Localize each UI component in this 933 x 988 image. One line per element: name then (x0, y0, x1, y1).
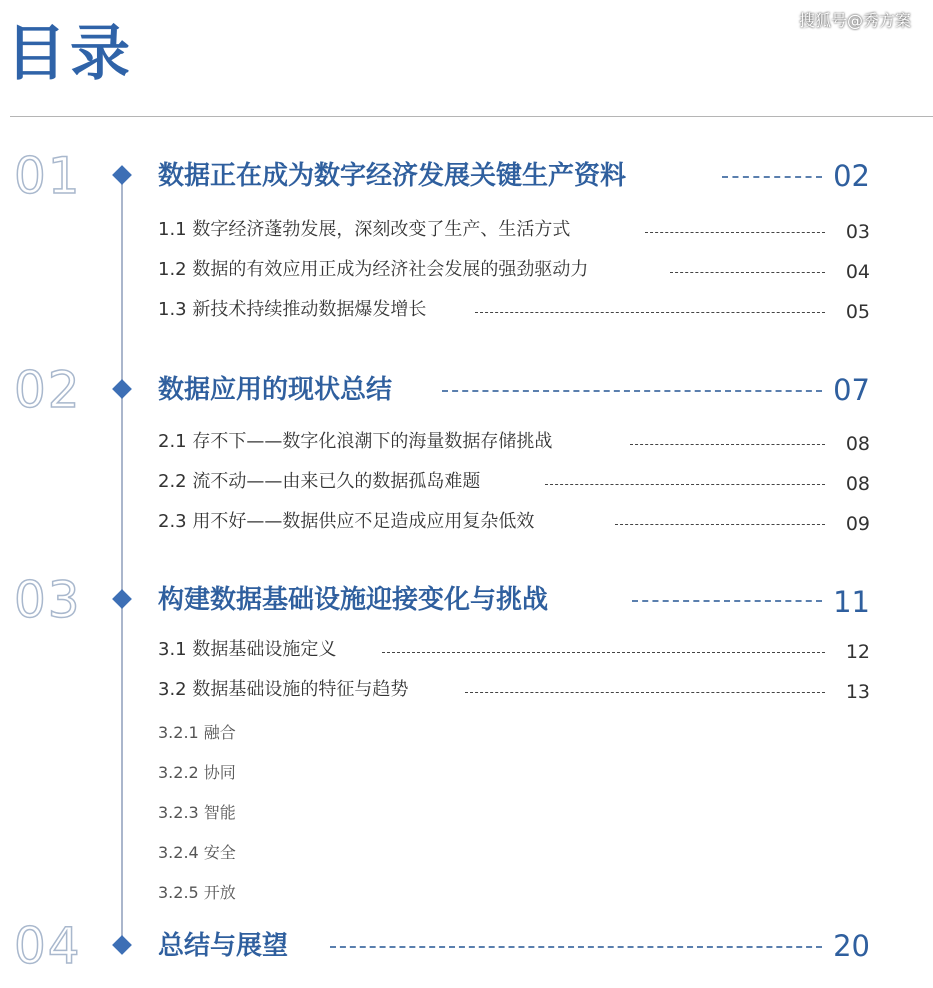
page-title: 目录 (6, 19, 134, 89)
subsubsection-title[interactable]: 3.2.5 开放 (158, 883, 236, 902)
subsubsection-title[interactable]: 3.2.3 智能 (158, 803, 236, 822)
dotted-leader (670, 272, 825, 273)
dotted-leader (545, 484, 825, 485)
section-title[interactable]: 数据应用的现状总结 (158, 375, 393, 405)
subsection-page-number: 13 (845, 681, 870, 703)
dotted-leader (330, 946, 822, 948)
dotted-leader (382, 652, 825, 653)
subsection-title[interactable]: 3.1 数据基础设施定义 (158, 639, 337, 660)
section-page-number: 11 (833, 585, 870, 619)
dotted-leader (615, 524, 825, 525)
diamond-icon (112, 165, 132, 185)
subsection-page-number: 08 (845, 433, 870, 455)
section-number: 04 (14, 917, 82, 975)
dotted-leader (632, 600, 822, 602)
diamond-icon (112, 935, 132, 955)
section-page-number: 07 (833, 373, 870, 407)
diamond-icon (112, 379, 132, 399)
diamond-icon (112, 589, 132, 609)
subsection-page-number: 04 (845, 261, 870, 283)
subsection-title[interactable]: 1.2 数据的有效应用正成为经济社会发展的强劲驱动力 (158, 259, 589, 280)
subsection-title[interactable]: 2.1 存不下——数字化浪潮下的海量数据存储挑战 (158, 431, 553, 452)
header-divider (10, 116, 933, 117)
dotted-leader (630, 444, 825, 445)
subsection-title[interactable]: 2.2 流不动——由来已久的数据孤岛难题 (158, 471, 481, 492)
section-title[interactable]: 构建数据基础设施迎接变化与挑战 (158, 585, 549, 615)
subsection-title[interactable]: 1.1 数字经济蓬勃发展，深刻改变了生产、生活方式 (158, 219, 571, 240)
subsection-page-number: 05 (845, 301, 870, 323)
timeline-line (121, 175, 123, 945)
section-number: 02 (14, 361, 82, 419)
subsection-page-number: 12 (845, 641, 870, 663)
dotted-leader (465, 692, 825, 693)
dotted-leader (442, 390, 822, 392)
section-number: 01 (14, 147, 82, 205)
subsection-page-number: 09 (845, 513, 870, 535)
section-number: 03 (14, 571, 82, 629)
subsection-title[interactable]: 3.2 数据基础设施的特征与趋势 (158, 679, 409, 700)
watermark: 搜狐号@秀方案 (798, 11, 911, 30)
subsection-page-number: 03 (845, 221, 870, 243)
dotted-leader (722, 176, 822, 178)
subsection-page-number: 08 (845, 473, 870, 495)
section-page-number: 02 (833, 159, 870, 193)
section-page-number: 20 (833, 929, 870, 963)
subsubsection-title[interactable]: 3.2.4 安全 (158, 843, 236, 862)
dotted-leader (645, 232, 825, 233)
subsubsection-title[interactable]: 3.2.2 协同 (158, 763, 236, 782)
section-title[interactable]: 总结与展望 (158, 931, 289, 961)
subsubsection-title[interactable]: 3.2.1 融合 (158, 723, 236, 742)
subsection-title[interactable]: 1.3 新技术持续推动数据爆发增长 (158, 299, 427, 320)
section-title[interactable]: 数据正在成为数字经济发展关键生产资料 (158, 161, 627, 191)
dotted-leader (475, 312, 825, 313)
subsection-title[interactable]: 2.3 用不好——数据供应不足造成应用复杂低效 (158, 511, 535, 532)
